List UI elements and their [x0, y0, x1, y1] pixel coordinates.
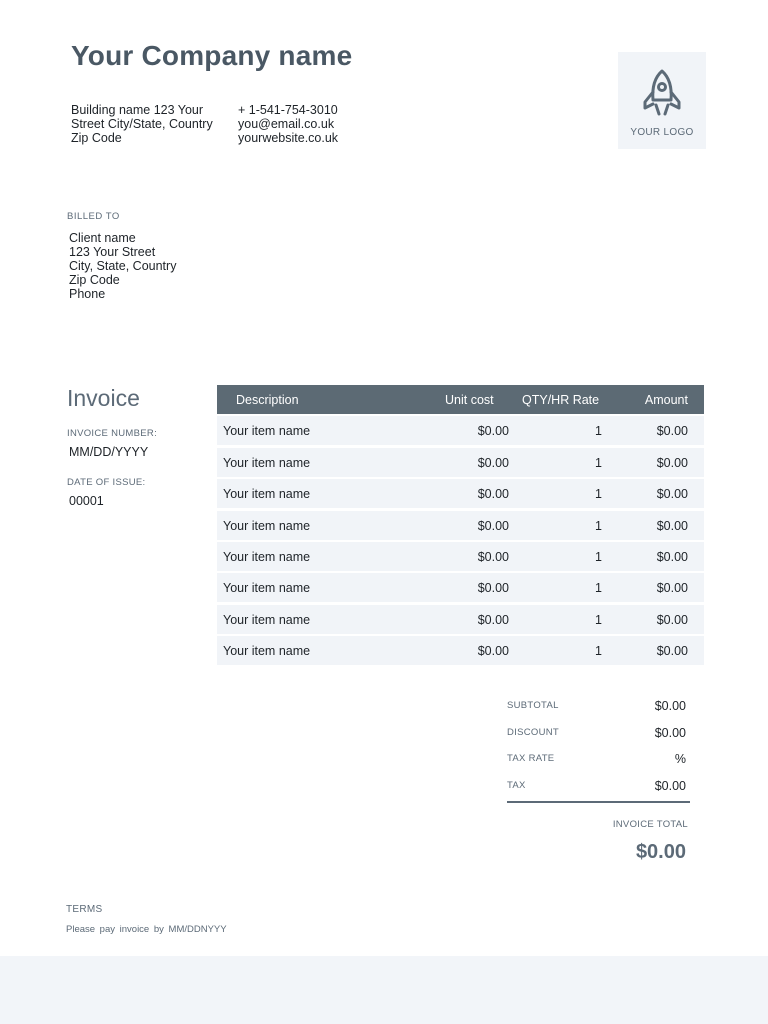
date-of-issue-value: 00001 — [69, 494, 104, 508]
discount-value: $0.00 — [654, 725, 686, 740]
discount-label: DISCOUNT — [507, 726, 560, 738]
company-contact — [238, 103, 338, 145]
item-description: Your item name — [223, 455, 311, 470]
item-qty: 1 — [595, 518, 602, 533]
item-amount: $0.00 — [656, 644, 688, 659]
header-qty-rate: QTY/HR Rate — [522, 393, 600, 407]
item-qty: 1 — [595, 424, 602, 439]
table-header — [217, 385, 704, 414]
table-row — [217, 636, 704, 665]
company-address — [71, 103, 231, 145]
table-row — [217, 416, 704, 445]
item-qty: 1 — [595, 549, 602, 564]
invoice-number-label: INVOICE NUMBER: — [67, 428, 158, 439]
item-amount: $0.00 — [656, 518, 688, 533]
address-line: Building name 123 Your — [71, 103, 204, 117]
company-phone: + 1-541-754-3010 — [238, 103, 338, 117]
subtotal-value: $0.00 — [654, 699, 686, 713]
address-line: Street City/State, Country — [71, 117, 213, 131]
tax-value: $0.00 — [654, 778, 686, 793]
discount-row — [507, 724, 690, 751]
item-qty: 1 — [595, 455, 602, 470]
client-name: Client name — [69, 231, 136, 245]
subtotal-row — [507, 697, 690, 724]
item-amount: $0.00 — [656, 581, 688, 596]
tax-label: TAX — [507, 779, 526, 791]
item-unit-cost: $0.00 — [477, 455, 509, 470]
logo-text: YOUR LOGO — [630, 127, 694, 138]
line-items-table — [217, 385, 704, 665]
billed-to-details — [69, 231, 176, 301]
table-row — [217, 448, 704, 477]
header-amount: Amount — [644, 393, 688, 407]
invoice-title: Invoice — [67, 385, 140, 411]
terms-text: Please pay invoice by MM/DDNYYY — [66, 924, 227, 935]
item-unit-cost: $0.00 — [477, 644, 509, 659]
totals-section — [507, 697, 690, 803]
item-unit-cost: $0.00 — [477, 424, 509, 439]
table-row — [217, 605, 704, 634]
item-qty: 1 — [595, 644, 602, 659]
billed-to-label: BILLED TO — [67, 211, 120, 222]
header-unit-cost: Unit cost — [445, 393, 494, 407]
item-description: Your item name — [223, 612, 311, 627]
item-unit-cost: $0.00 — [477, 518, 509, 533]
item-unit-cost: $0.00 — [477, 581, 509, 596]
item-qty: 1 — [595, 487, 602, 502]
subtotal-label: SUBTOTAL — [507, 700, 559, 711]
table-row — [217, 479, 704, 508]
item-description: Your item name — [223, 487, 311, 502]
company-email: you@email.co.uk — [238, 117, 335, 131]
item-description: Your item name — [223, 518, 311, 533]
rocket-icon — [638, 68, 686, 120]
client-city: City, State, Country — [69, 259, 177, 273]
item-amount: $0.00 — [656, 549, 688, 564]
table-row — [217, 542, 704, 571]
company-website: yourwebsite.co.uk — [238, 131, 339, 145]
client-street: 123 Your Street — [69, 245, 156, 259]
item-description: Your item name — [223, 644, 311, 659]
item-description: Your item name — [223, 424, 311, 439]
terms-label: TERMS — [66, 904, 103, 915]
invoice-number-value: MM/DD/YYYY — [69, 445, 149, 459]
table-row — [217, 511, 704, 540]
item-description: Your item name — [223, 549, 311, 564]
item-amount: $0.00 — [656, 612, 688, 627]
logo-placeholder — [618, 52, 706, 149]
tax-rate-label: TAX RATE — [507, 753, 555, 764]
company-name: Your Company name — [71, 40, 353, 71]
address-line: Zip Code — [71, 131, 122, 145]
invoice-total-value: $0.00 — [635, 841, 686, 863]
date-of-issue-label: DATE OF ISSUE: — [67, 477, 146, 488]
item-amount: $0.00 — [656, 487, 688, 502]
client-phone: Phone — [69, 287, 106, 301]
footer-band — [0, 956, 768, 1024]
table-row — [217, 573, 704, 602]
header-description: Description — [236, 393, 299, 407]
tax-rate-value: % — [674, 752, 686, 766]
item-unit-cost: $0.00 — [477, 487, 509, 502]
item-unit-cost: $0.00 — [477, 612, 509, 627]
item-qty: 1 — [595, 612, 602, 627]
item-amount: $0.00 — [656, 455, 688, 470]
item-unit-cost: $0.00 — [477, 549, 509, 564]
item-amount: $0.00 — [656, 424, 688, 439]
invoice-total-label: INVOICE TOTAL — [612, 819, 688, 830]
tax-rate-row — [507, 750, 690, 777]
client-zip: Zip Code — [69, 273, 120, 287]
item-description: Your item name — [223, 581, 311, 596]
tax-row — [507, 777, 690, 804]
item-qty: 1 — [595, 581, 602, 596]
totals-divider — [507, 801, 690, 803]
